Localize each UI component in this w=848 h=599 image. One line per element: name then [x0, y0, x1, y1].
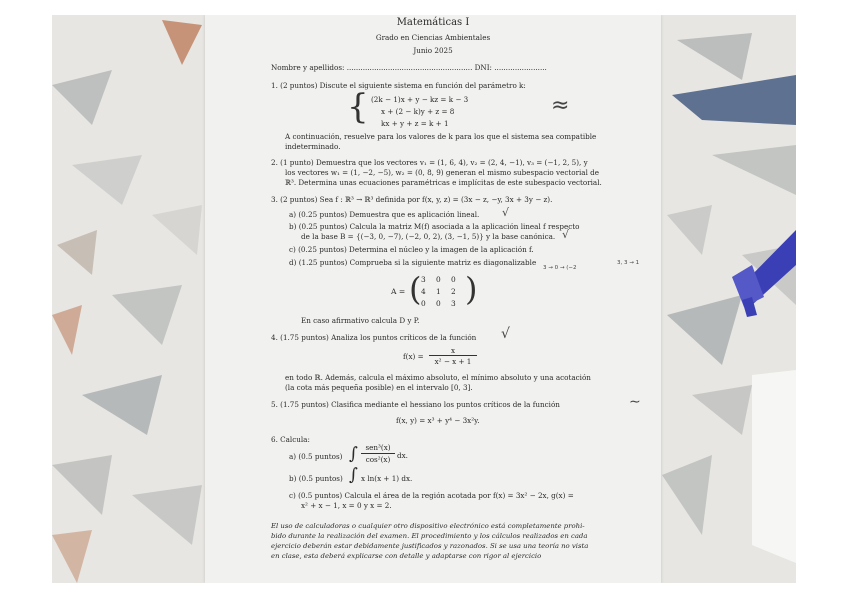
name-dni-field[interactable]: Nombre y apellidos: ....................................................... DNI: .......................: [271, 63, 547, 72]
footer-line-1: El uso de calculadoras o cualquier otro dispositivo electrónico está completamente prohi-: [271, 522, 585, 530]
matrix-cell: 3: [451, 299, 456, 308]
integrand-fraction-bar: [361, 453, 395, 454]
hessian-function: f(x, y) = x³ + y⁴ − 3x²y.: [396, 416, 480, 425]
integral-sign-b: ∫: [349, 465, 358, 485]
q6-part-a-label: a) (0.5 puntos): [289, 452, 343, 461]
matrix-cell: 3: [421, 275, 426, 284]
handwritten-scribble-q5: ∼: [629, 394, 641, 410]
matrix-cell: 0: [451, 275, 456, 284]
q4-line-2: (la cota más pequeña posible) en el intervalo [0, 3].: [285, 383, 473, 392]
exam-title: Matemáticas I: [396, 17, 470, 28]
question-2-line-3: ℝ³. Determina unas ecuaciones paramétricas e implícitas de este subespacio vectorial.: [285, 178, 602, 187]
fraction-bar: [429, 355, 477, 356]
footer-line-3: ejercicio deberán estar debidamente justificados y razonados. Si se usa una teoría no vista: [271, 542, 589, 550]
question-2-line-1: 2. (1 punto) Demuestra que los vectores v₁ = (1, 6, 4), v₂ = (2, 4, −1), v₃ = (−1, 2, 5), y: [271, 158, 588, 167]
check-mark-q4: √: [501, 326, 510, 342]
function-lhs: f(x) =: [403, 352, 424, 361]
q4-line-1: en todo ℝ. Además, calcula el máximo absoluto, el mínimo absoluto y una acotación: [285, 373, 591, 382]
integral-b-expression: x ln(x + 1) dx.: [361, 474, 413, 483]
exam-date: Junio 2025: [413, 46, 453, 55]
matrix-cell: 0: [421, 299, 426, 308]
matrix-cell: 1: [436, 287, 441, 296]
q1-followup-line-2: indeterminado.: [285, 142, 341, 151]
system-row-1: (2k − 1)x + y − kz = k − 3: [371, 95, 469, 104]
q3-part-b-line-2: de la base B = {(−3, 0, −7), (−2, 0, 2), (3, −1, 5)} y la base canónica.: [301, 232, 556, 241]
integrand-denominator: cos²(x): [365, 455, 391, 464]
matrix-cell: 4: [421, 287, 426, 296]
q6-part-b-label: b) (0.5 puntos): [289, 474, 343, 483]
q6-part-c-line-2: x² + x − 1, x = 0 y x = 2.: [301, 501, 392, 510]
question-6: 6. Calcula:: [271, 435, 310, 444]
matrix-cell: 0: [436, 299, 441, 308]
integral-sign-a: ∫: [349, 444, 358, 464]
question-4: 4. (1.75 puntos) Analiza los puntos críticos de la función: [271, 333, 477, 342]
q6-part-c-line-1: c) (0.5 puntos) Calcula el área de la región acotada por f(x) = 3x² − 2x, g(x) =: [289, 491, 574, 500]
integral-a-dx: dx.: [397, 451, 408, 460]
q3-part-c: c) (0.25 puntos) Determina el núcleo y la imagen de la aplicación f.: [289, 245, 534, 254]
q1-followup-line-1: A continuación, resuelve para los valores de k para los que el sistema sea compatible: [285, 132, 597, 141]
photo-background: [52, 15, 796, 583]
question-1: 1. (2 puntos) Discute el siguiente sistema en función del parámetro k:: [271, 81, 526, 90]
integrand-numerator: sen³(x): [365, 443, 391, 452]
question-2-line-2: los vectores w₁ = (1, −2, −5), w₂ = (0, 8, 9) generan el mismo subespacio vectorial de: [285, 168, 600, 177]
matrix-left-paren: (: [409, 270, 422, 308]
check-mark-b: √: [562, 228, 570, 241]
footer-line-2: bido durante la realización del examen. El procedimiento y los cálculos realizados en cada: [271, 532, 588, 540]
system-brace: {: [347, 87, 369, 127]
matrix-label: A =: [391, 287, 406, 296]
exam-sheet: [205, 15, 661, 583]
system-row-2: x + (2 − k)y + z = 8: [381, 107, 455, 116]
matrix-cell: 2: [451, 287, 456, 296]
fraction-denominator: x² − x + 1: [434, 357, 472, 366]
handwritten-note-d2: 3, 3 → 1: [617, 260, 640, 266]
degree-name: Grado en Ciencias Ambientales: [375, 33, 491, 42]
q3-part-a: a) (0.25 puntos) Demuestra que es aplicación lineal.: [289, 210, 480, 219]
q3-part-d-followup: En caso afirmativo calcula D y P.: [301, 316, 420, 325]
question-5: 5. (1.75 puntos) Clasifica mediante el hessiano los puntos críticos de la función: [271, 400, 560, 409]
fraction-numerator: x: [450, 346, 456, 355]
handwritten-scribble-q1: ≈: [551, 93, 570, 118]
footer-line-4: en clase, esta deberá explicarse con detalle y adaptarse con rigor al ejercicio: [271, 552, 542, 560]
check-mark-a: √: [502, 206, 510, 219]
handwritten-note-d1: 3 → 0 → (−2: [543, 265, 577, 271]
q3-part-b-line-1: b) (0.25 puntos) Calcula la matriz M(f) asociada a la aplicación lineal f respecto: [289, 222, 580, 231]
question-3: 3. (2 puntos) Sea f : ℝ³ → ℝ³ definida por f(x, y, z) = (3x − z, −y, 3x + 3y − z).: [271, 195, 553, 204]
system-row-3: kx + y + z = k + 1: [381, 119, 449, 128]
matrix-right-paren: ): [465, 270, 478, 308]
matrix-cell: 0: [436, 275, 441, 284]
q3-part-d: d) (1.25 puntos) Comprueba si la siguiente matriz es diagonalizable: [289, 258, 537, 267]
